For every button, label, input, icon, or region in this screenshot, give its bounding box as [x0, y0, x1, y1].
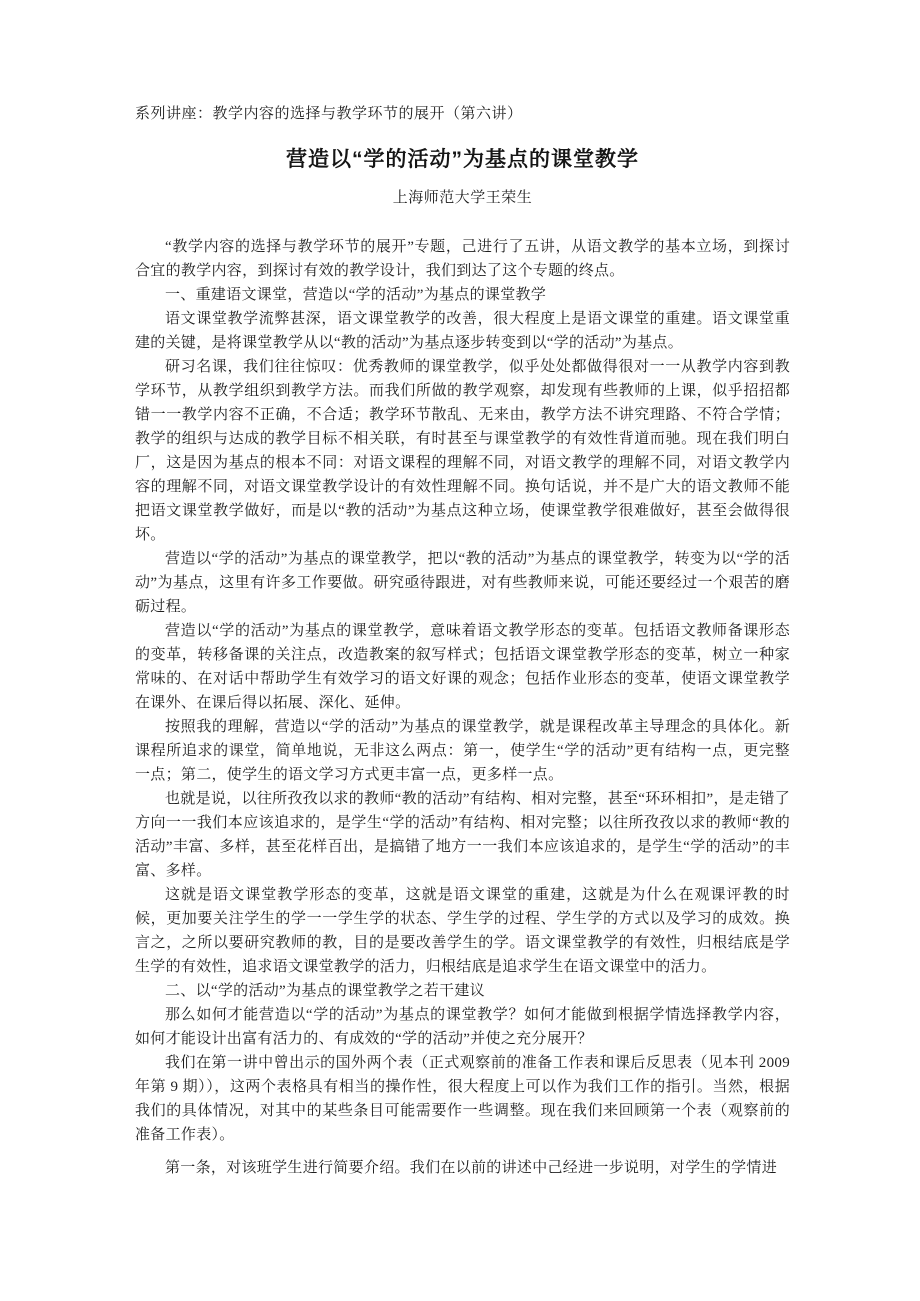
doc-body	[135, 235, 790, 1180]
section-heading: 一、重建语文课堂，营造以“学的活动”为基点的课堂教学	[165, 287, 547, 303]
paragraph: 这就是语文课堂教学形态的变革，这就是语文课堂的重建，这就是为什么在观课评教的时候，更加要关注学生的学一一学生学的状态、学生学的过程、学生学的方式以及学习的成效。换言之，之所以要研究教师的教，目的是要改善学生的学。语文课堂教学的有效性，归根结底是学生学的有效性，追求语文课堂教学的活力，归根结底是追求学生在语文课堂中的活力。	[135, 887, 790, 975]
paragraph: 研习名课，我们往往惊叹：优秀教师的课堂教学，似乎处处都做得很对一一从教学内容到教学环节，从教学组织到教学方法。而我们所做的教学观察，却发现有些教师的上课，似乎招招都错一一教学内容不正确，不合适；教学环节散乱、无来由，教学方法不讲究理路、不符合学情；教学的组织与达成的教学目标不相关联，有时甚至与课堂教学的有效性背道而驰。现在我们明白厂，这是因为基点的根本不同：对语文课程的理解不同，对语文教学的理解不同，对语文教学内容的理解不同，对语文课堂教学设计的有效性理解不同。换句话说，并不是广大的语文教师不能把语文课堂教学做好，而是以“教的活动”为基点这种立场，使课堂教学很难做好，甚至会做得很坏。	[135, 359, 790, 543]
paragraph: 也就是说，以往所孜孜以求的教师“教的活动”有结构、相对完整，甚至“环环相扣”，是走错了方向一一我们本应该追求的，是学生“学的活动”有结构、相对完整；以往所孜孜以求的教师“教的活动”丰富、多样，甚至花样百出，是搞错了地方一一我们本应该追求的，是学生“学的活动”的丰富、多样。	[135, 791, 790, 879]
series-header: 系列讲座：教学内容的选择与教学环节的展开（第六讲）	[135, 106, 523, 122]
doc-author: 上海师范大学王荣生	[392, 190, 533, 206]
paragraph: 营造以“学的活动”为基点的课堂教学，把以“教的活动”为基点的课堂教学，转变为以“学的活动”为基点，这里有许多工作要做。研究亟待跟进，对有些教师来说，可能还要经过一个艰苦的磨砺过程。	[135, 551, 790, 615]
paragraph: 按照我的理解，营造以“学的活动”为基点的课堂教学，就是课程改革主导理念的具体化。新课程所追求的课堂，简单地说，无非这么两点：第一，使学生“学的活动”更有结构一点，更完整一点；第二，使学生的语文学习方式更丰富一点，更多样一点。	[135, 719, 790, 783]
paragraph: 那么如何才能营造以“学的活动”为基点的课堂教学？如何才能做到根据学情选择教学内容，如何才能设计出富有活力的、有成效的“学的活动”并使之充分展开？	[135, 1007, 790, 1047]
paragraph: 语文课堂教学流弊甚深，语文课堂教学的改善，很大程度上是语文课堂的重建。语文课堂重建的关键，是将课堂教学从以“教的活动”为基点逐步转变到以“学的活动”为基点。	[135, 311, 790, 351]
paragraph: 营造以“学的活动”为基点的课堂教学，意味着语文教学形态的变革。包括语文教师备课形态的变革，转移备课的关注点，改造教案的叙写样式；包括语文课堂教学形态的变革，树立一种家常味的、在对话中帮助学生有效学习的语文好课的观念；包括作业形态的变革，使语文课堂教学在课外、在课后得以拓展、深化、延伸。	[135, 623, 790, 711]
paragraph: 我们在第一讲中曾出示的国外两个表（正式观察前的准备工作表和课后反思表（见本刊 2009 年第 9 期）），这两个表格具有相当的操作性，很大程度上可以作为我们工作的指引。当然，根据我们的具体情况，对其中的某些条目可能需要作一些调整。现在我们来回顾第一个表（观察前的准备工作表）。	[135, 1055, 790, 1143]
paragraph: 第一条，对该班学生进行简要介绍。我们在以前的讲述中己经进一步说明，对学生的学情进	[165, 1160, 778, 1176]
section-heading: 二、以“学的活动”为基点的课堂教学之若干建议	[165, 983, 485, 999]
doc-title: 营造以“学的活动”为基点的课堂教学	[286, 148, 639, 171]
paragraph: “教学内容的选择与教学环节的展开”专题，己进行了五讲，从语文教学的基本立场，到探讨合宜的教学内容，到探讨有效的教学设计，我们到达了这个专题的终点。	[135, 239, 790, 279]
